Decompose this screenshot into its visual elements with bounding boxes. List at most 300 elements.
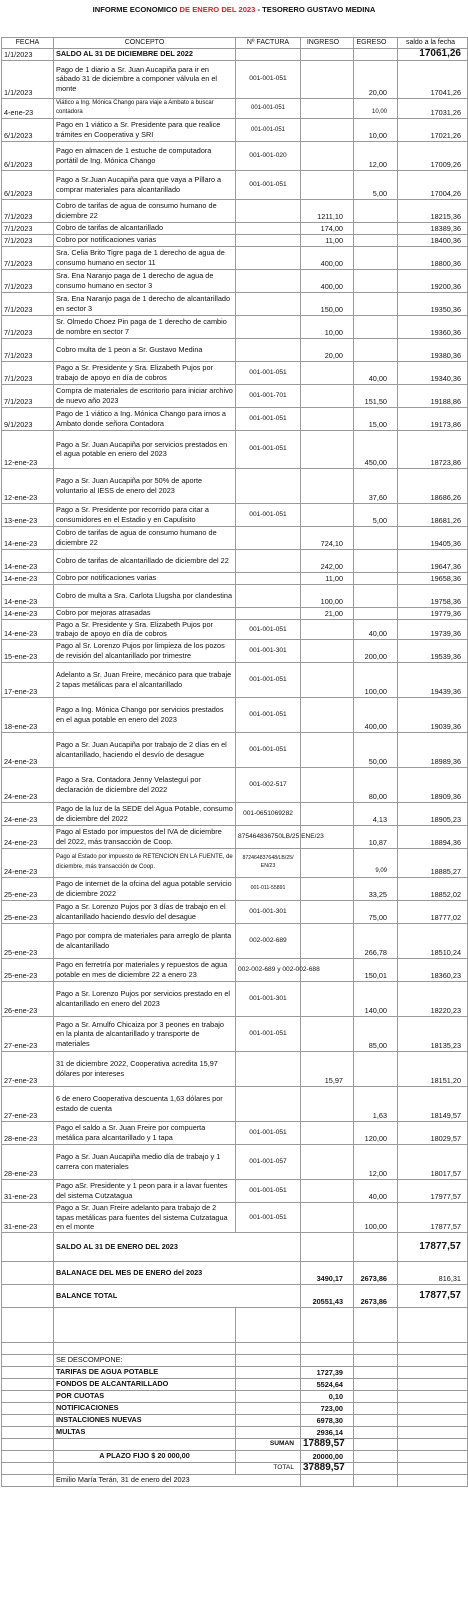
concepto-cell: Compra de materiales de escritorio para iniciar archivo de nuevo año 2023 — [54, 384, 236, 407]
concepto-cell: Pago en 1 viático a Sr. Presidente para que realice trámites en Cooperativa y SRI — [54, 118, 236, 141]
ingreso-cell: 242,00 — [301, 549, 354, 572]
total-ingreso: 20551,43 — [301, 1284, 354, 1307]
egreso-cell — [354, 338, 398, 361]
closing-value: 17877,57 — [398, 1232, 468, 1261]
egreso-cell: 400,00 — [354, 697, 398, 732]
grand-total-value: 37889,57 — [301, 1462, 354, 1474]
ledger-row — [2, 222, 468, 234]
saldo-cell: 18389,36 — [398, 222, 468, 234]
concepto-cell: Pago de 1 viático a Ing. Mónica Chango para irnos a Ambato donde señora Contadora — [54, 407, 236, 430]
fecha-cell: 7/1/2023 — [2, 199, 54, 222]
factura-cell — [236, 338, 301, 361]
ledger-row — [2, 848, 468, 877]
concepto-cell: Pago al Estado por impuesto de RETENCION EN LA FUENTE, de diciembre, más transacción de Coop. — [54, 848, 236, 877]
empty-cell — [398, 1438, 468, 1450]
fecha-cell: 25-ene-23 — [2, 877, 54, 900]
breakdown-value: 2936,14 — [301, 1426, 354, 1438]
ledger-table — [1, 37, 468, 1487]
fecha-cell: 1/1/2023 — [2, 48, 54, 60]
concepto-cell: Sra. Ena Naranjo paga de 1 derecho de alcantarillado en sector 3 — [54, 292, 236, 315]
ingreso-cell — [301, 1232, 354, 1261]
ingreso-cell — [301, 60, 354, 98]
ledger-row — [2, 526, 468, 549]
empty-cell — [236, 1307, 301, 1342]
breakdown-row — [2, 1390, 468, 1402]
saldo-cell: 18149,57 — [398, 1086, 468, 1121]
empty-cell — [54, 1342, 236, 1354]
saldo-cell: 19658,36 — [398, 572, 468, 584]
ledger-row — [2, 234, 468, 246]
factura-cell: 001-001-051 — [236, 732, 301, 767]
breakdown-title: SE DESCOMPONE: — [54, 1354, 236, 1366]
factura-cell — [236, 246, 301, 269]
concepto-cell: Cobro de tarifas de agua de consumo humano de diciembre 22 — [54, 199, 236, 222]
empty-cell — [398, 1474, 468, 1486]
concepto-cell: Pago a Sr. Juan Aucapiña por 50% de aporte voluntario al IESS de enero del 2023 — [54, 468, 236, 503]
column-header: CONCEPTO — [54, 38, 236, 49]
grand-total-row — [2, 1462, 468, 1474]
breakdown-title-row — [2, 1354, 468, 1366]
concepto-cell: Pago al Sr. Lorenzo Pujos por limpieza de los pozos de revisión del alcantarillado por trimestre — [54, 639, 236, 662]
ingreso-cell: 11,00 — [301, 572, 354, 584]
concepto-cell: Sr. Olmedo Choez Pin paga de 1 derecho de cambio de nombre en sector 7 — [54, 315, 236, 338]
egreso-cell: 10,00 — [354, 118, 398, 141]
ledger-row — [2, 430, 468, 468]
empty-cell — [236, 1426, 301, 1438]
concepto-cell: Pago a Sr. Juan Freire adelanto para trabajo de 2 tapas metálicas para fuentes del sistema Cutzatagua en el monte — [54, 1202, 236, 1232]
egreso-cell: 50,00 — [354, 732, 398, 767]
ingreso-cell — [301, 802, 354, 825]
empty-cell — [398, 1414, 468, 1426]
empty-cell — [398, 1307, 468, 1342]
ledger-row — [2, 118, 468, 141]
title-part-2: DE ENERO DEL 2023 — [179, 5, 256, 14]
empty-cell — [54, 1462, 236, 1474]
egreso-cell: 33,25 — [354, 877, 398, 900]
factura-cell — [236, 234, 301, 246]
concepto-cell: Cobro de tarifas de alcantarillado — [54, 222, 236, 234]
empty-cell — [2, 1426, 54, 1438]
ingreso-cell: 10,00 — [301, 315, 354, 338]
saldo-cell: 18017,57 — [398, 1144, 468, 1179]
saldo-cell: 17977,57 — [398, 1179, 468, 1202]
fecha-cell: 14-ene-23 — [2, 607, 54, 619]
egreso-cell: 5,00 — [354, 503, 398, 526]
ingreso-cell: 174,00 — [301, 222, 354, 234]
ingreso-cell — [301, 503, 354, 526]
ledger-row — [2, 315, 468, 338]
concepto-cell: Pago de 1 diario a Sr. Juan Aucapiña para ir en sábado 31 de diciembre a componer válvula en el monte — [54, 60, 236, 98]
empty-cell — [398, 1450, 468, 1462]
factura-cell: 001-001-301 — [236, 900, 301, 923]
ledger-row — [2, 1179, 468, 1202]
saldo-cell: 18681,26 — [398, 503, 468, 526]
breakdown-row — [2, 1366, 468, 1378]
egreso-cell: 75,00 — [354, 900, 398, 923]
fecha-cell: 4-ene-23 — [2, 98, 54, 118]
factura-cell: 001-001-051 — [236, 1179, 301, 1202]
egreso-cell: 4,13 — [354, 802, 398, 825]
ingreso-cell — [301, 407, 354, 430]
factura-cell: 001-001-057 — [236, 1144, 301, 1179]
concepto-cell: Pago a Sr.Juan Aucapiña para que vaya a Píllaro a comprar materiales para alcantarillado — [54, 170, 236, 199]
fixed-deposit-row — [2, 1450, 468, 1462]
empty-cell — [236, 1378, 301, 1390]
empty-cell — [398, 1366, 468, 1378]
column-header: Nº FACTURA — [236, 38, 301, 49]
ledger-row — [2, 981, 468, 1016]
concepto-cell: Pago en almacen de 1 estuche de computadora portátil de Ing. Mónica Chango — [54, 141, 236, 170]
empty-cell — [354, 1354, 398, 1366]
breakdown-value: 5524,64 — [301, 1378, 354, 1390]
fecha-cell: 1/1/2023 — [2, 60, 54, 98]
fecha-cell: 17-ene-23 — [2, 662, 54, 697]
empty-cell — [2, 1378, 54, 1390]
breakdown-row — [2, 1402, 468, 1414]
fecha-cell: 31-ene-23 — [2, 1179, 54, 1202]
saldo-cell: 17009,26 — [398, 141, 468, 170]
ingreso-cell — [301, 468, 354, 503]
concepto-cell: Pago a Sra. Contadora Jenny Velasteguí por declaración de diciembre del 2022 — [54, 767, 236, 802]
footer-row — [2, 1474, 468, 1486]
title-part-1: INFORME ECONOMICO — [92, 5, 180, 14]
fecha-cell: 28-ene-23 — [2, 1144, 54, 1179]
factura-cell — [236, 549, 301, 572]
egreso-cell: 40,00 — [354, 361, 398, 384]
saldo-cell: 18220,23 — [398, 981, 468, 1016]
empty-cell — [398, 1378, 468, 1390]
breakdown-label: TARIFAS DE AGUA POTABLE — [54, 1366, 236, 1378]
table-header-row — [2, 38, 468, 49]
factura-cell: 001-001-051 — [236, 1121, 301, 1144]
ledger-row — [2, 361, 468, 384]
ledger-row — [2, 407, 468, 430]
factura-cell: 001-0651069282 — [236, 802, 301, 825]
ledger-row — [2, 98, 468, 118]
empty-cell — [236, 1414, 301, 1426]
saldo-cell: 18777,02 — [398, 900, 468, 923]
column-header: EGRESO — [354, 38, 398, 49]
ledger-row — [2, 619, 468, 639]
empty-cell — [236, 1354, 301, 1366]
factura-cell: 875464836750LB/25 ENE/23 — [236, 825, 301, 848]
ledger-row — [2, 923, 468, 958]
concepto-cell: Pago a Sr. Lorenzo Pujos por 3 días de trabajo en el alcantarillado haciendo desvío del desague — [54, 900, 236, 923]
monthly-ingreso: 3490,17 — [301, 1261, 354, 1284]
ingreso-cell — [301, 619, 354, 639]
egreso-cell: 10,00 — [354, 98, 398, 118]
factura-cell: 001-001-051 — [236, 407, 301, 430]
egreso-cell — [354, 234, 398, 246]
egreso-cell — [354, 526, 398, 549]
breakdown-label: MULTAS — [54, 1426, 236, 1438]
saldo-cell: 18510,24 — [398, 923, 468, 958]
saldo-cell: 19340,36 — [398, 361, 468, 384]
saldo-cell: 19039,36 — [398, 697, 468, 732]
breakdown-row — [2, 1426, 468, 1438]
ingreso-cell — [301, 1179, 354, 1202]
empty-cell — [398, 1354, 468, 1366]
concepto-cell: Pago el saldo a Sr. Juan Freire por compuerta metálica para alcantarillado y 1 tapa — [54, 1121, 236, 1144]
saldo-cell: 19647,36 — [398, 549, 468, 572]
concepto-cell: Pago a Sr. Juan Aucapiña por servicios prestados en el agua potable en enero del 2023 — [54, 430, 236, 468]
egreso-cell: 140,00 — [354, 981, 398, 1016]
suman-value: 17889,57 — [301, 1438, 354, 1450]
concepto-cell: Pago de la luz de la SEDE del Agua Potable, consumo de diciembre del 2022 — [54, 802, 236, 825]
ledger-row — [2, 1016, 468, 1051]
empty-cell — [2, 1462, 54, 1474]
empty-cell — [301, 1307, 354, 1342]
empty-cell — [2, 1307, 54, 1342]
factura-cell: 001-001-051 — [236, 1202, 301, 1232]
egreso-cell — [354, 246, 398, 269]
fecha-cell — [2, 1232, 54, 1261]
suman-row — [2, 1438, 468, 1450]
breakdown-value: 1727,39 — [301, 1366, 354, 1378]
breakdown-row — [2, 1414, 468, 1426]
ingreso-cell — [301, 1202, 354, 1232]
ingreso-cell — [301, 877, 354, 900]
ingreso-cell: 400,00 — [301, 269, 354, 292]
ingreso-cell — [301, 767, 354, 802]
fecha-cell: 7/1/2023 — [2, 338, 54, 361]
fecha-cell: 13-ene-23 — [2, 503, 54, 526]
fecha-cell: 6/1/2023 — [2, 141, 54, 170]
ingreso-cell — [301, 848, 354, 877]
saldo-cell: 17031,26 — [398, 98, 468, 118]
empty-cell — [236, 1390, 301, 1402]
fecha-cell: 14-ene-23 — [2, 526, 54, 549]
factura-cell — [236, 199, 301, 222]
ingreso-cell: 15,97 — [301, 1051, 354, 1086]
saldo-cell: 18360,23 — [398, 958, 468, 981]
total-egreso: 2673,86 — [354, 1284, 398, 1307]
ledger-row — [2, 170, 468, 199]
empty-cell — [398, 1402, 468, 1414]
suman-label: SUMAN — [236, 1438, 301, 1450]
empty-cell — [301, 1474, 354, 1486]
factura-cell: 001-001-051 — [236, 118, 301, 141]
monthly-saldo: 816,31 — [398, 1261, 468, 1284]
saldo-cell: 18135,23 — [398, 1016, 468, 1051]
egreso-cell — [354, 1051, 398, 1086]
fecha-cell: 25-ene-23 — [2, 923, 54, 958]
saldo-cell: 19539,36 — [398, 639, 468, 662]
saldo-cell: 19188,86 — [398, 384, 468, 407]
ingreso-cell — [301, 981, 354, 1016]
breakdown-row — [2, 1378, 468, 1390]
breakdown-value: 6978,30 — [301, 1414, 354, 1426]
factura-cell — [236, 269, 301, 292]
ingreso-cell — [301, 430, 354, 468]
ingreso-cell: 20,00 — [301, 338, 354, 361]
ingreso-cell: 150,00 — [301, 292, 354, 315]
factura-cell: 001-001-701 — [236, 384, 301, 407]
breakdown-label: POR CUOTAS — [54, 1390, 236, 1402]
factura-cell: 001-001-051 — [236, 697, 301, 732]
saldo-cell: 18215,36 — [398, 199, 468, 222]
egreso-cell: 1,63 — [354, 1086, 398, 1121]
fecha-cell: 18-ene-23 — [2, 697, 54, 732]
saldo-cell: 19758,36 — [398, 584, 468, 607]
empty-cell — [2, 1438, 54, 1450]
egreso-cell: 5,00 — [354, 170, 398, 199]
saldo-cell: 18151,20 — [398, 1051, 468, 1086]
total-balance-label: BALANCE TOTAL — [54, 1284, 301, 1307]
concepto-cell: Cobro por notificaciones varias — [54, 572, 236, 584]
ledger-row — [2, 584, 468, 607]
concepto-cell: SALDO AL 31 DE DICIEMBRE DEL 2022 — [54, 48, 236, 60]
egreso-cell: 200,00 — [354, 639, 398, 662]
fecha-cell: 24-ene-23 — [2, 825, 54, 848]
ingreso-cell — [301, 662, 354, 697]
egreso-cell: 450,00 — [354, 430, 398, 468]
saldo-cell: 17877,57 — [398, 1202, 468, 1232]
ledger-row — [2, 199, 468, 222]
fecha-cell: 6/1/2023 — [2, 170, 54, 199]
ledger-row — [2, 662, 468, 697]
factura-cell — [236, 48, 301, 60]
empty-cell — [236, 1402, 301, 1414]
grand-total-label: TOTAL — [236, 1462, 301, 1474]
empty-cell — [2, 1402, 54, 1414]
ledger-row — [2, 639, 468, 662]
egreso-cell — [354, 607, 398, 619]
egreso-cell — [354, 315, 398, 338]
opening-balance-row — [2, 48, 468, 60]
empty-cell — [354, 1450, 398, 1462]
concepto-cell: Pago a Sr. Presidente y Sra. Elizabeth Pujos por trabajo de apoyo en día de cobros — [54, 619, 236, 639]
empty-cell — [354, 1462, 398, 1474]
ingreso-cell: 1211,10 — [301, 199, 354, 222]
ingreso-cell: 11,00 — [301, 234, 354, 246]
fecha-cell: 31-ene-23 — [2, 1202, 54, 1232]
concepto-cell: Cobro multa de 1 peon a Sr. Gustavo Medina — [54, 338, 236, 361]
ingreso-cell: 400,00 — [301, 246, 354, 269]
saldo-cell: 18686,26 — [398, 468, 468, 503]
ingreso-cell: 21,00 — [301, 607, 354, 619]
monthly-egreso: 2673,86 — [354, 1261, 398, 1284]
ledger-row — [2, 1144, 468, 1179]
saldo-cell: 17061,26 — [398, 48, 468, 60]
fecha-cell: 7/1/2023 — [2, 222, 54, 234]
empty-cell — [236, 1342, 301, 1354]
fecha-cell: 7/1/2023 — [2, 246, 54, 269]
factura-cell: 001-001-051 — [236, 1016, 301, 1051]
column-header: saldo a la fecha — [398, 38, 468, 49]
empty-cell — [2, 1450, 54, 1462]
concepto-cell: 31 de diciembre 2022, Cooperativa acredita 15,97 dólares por intereses — [54, 1051, 236, 1086]
saldo-cell: 18909,36 — [398, 767, 468, 802]
ingreso-cell — [301, 48, 354, 60]
factura-cell — [236, 572, 301, 584]
fixed-deposit-value: 20000,00 — [301, 1450, 354, 1462]
factura-cell: 001-001-051 — [236, 503, 301, 526]
egreso-cell — [354, 48, 398, 60]
ledger-row — [2, 1121, 468, 1144]
factura-cell — [236, 526, 301, 549]
ingreso-cell: 100,00 — [301, 584, 354, 607]
factura-cell: 002-002-689 — [236, 923, 301, 958]
fecha-cell: 7/1/2023 — [2, 315, 54, 338]
breakdown-value: 723,00 — [301, 1402, 354, 1414]
egreso-cell: 10,87 — [354, 825, 398, 848]
factura-cell: 001-001-020 — [236, 141, 301, 170]
saldo-cell: 19779,36 — [398, 607, 468, 619]
egreso-cell: 100,00 — [354, 662, 398, 697]
concepto-cell: Cobro por mejoras atrasadas — [54, 607, 236, 619]
egreso-cell: 150,01 — [354, 958, 398, 981]
egreso-cell: 15,00 — [354, 407, 398, 430]
fecha-cell: 24-ene-23 — [2, 767, 54, 802]
ledger-row — [2, 825, 468, 848]
factura-cell — [236, 1051, 301, 1086]
empty-cell — [354, 1378, 398, 1390]
empty-cell — [354, 1366, 398, 1378]
saldo-cell: 19380,36 — [398, 338, 468, 361]
saldo-cell: 17021,26 — [398, 118, 468, 141]
concepto-cell: Adelanto a Sr. Juan Freire, mecánico para que trabaje 2 tapas metálicas para el alcantarillado — [54, 662, 236, 697]
saldo-cell: 18029,57 — [398, 1121, 468, 1144]
breakdown-label: NOTIFICACIONES — [54, 1402, 236, 1414]
saldo-cell: 19360,36 — [398, 315, 468, 338]
closing-label: SALDO AL 31 DE ENERO DEL 2023 — [54, 1232, 301, 1261]
ledger-row — [2, 549, 468, 572]
egreso-cell: 12,00 — [354, 1144, 398, 1179]
factura-cell: 001-001-051 — [236, 170, 301, 199]
concepto-cell: Pago a Sr. Lorenzo Pujos por servicios prestado en el alcantarillado en enero del 2023 — [54, 981, 236, 1016]
ingreso-cell — [301, 98, 354, 118]
ledger-row — [2, 732, 468, 767]
empty-cell — [2, 1474, 54, 1486]
egreso-cell: 40,00 — [354, 619, 398, 639]
factura-cell: 001-001-051 — [236, 619, 301, 639]
fecha-cell — [2, 1261, 54, 1284]
factura-cell: 001-001-051 — [236, 361, 301, 384]
empty-cell — [2, 1390, 54, 1402]
concepto-cell: Pago en ferretría por materiales y repuestos de agua potable en mes de diciembre 22 a enero 23 — [54, 958, 236, 981]
ingreso-cell — [301, 141, 354, 170]
egreso-cell — [354, 292, 398, 315]
total-saldo: 17877,57 — [398, 1284, 468, 1307]
empty-cell — [354, 1414, 398, 1426]
signature-line: Emilio María Terán, 31 de enero del 2023 — [54, 1474, 301, 1486]
fecha-cell: 7/1/2023 — [2, 269, 54, 292]
factura-cell: 001-002-517 — [236, 767, 301, 802]
saldo-cell: 17041,26 — [398, 60, 468, 98]
concepto-cell: Cobro de tarifas de agua de consumo humano de diciembre 22 — [54, 526, 236, 549]
ingreso-cell: 724,10 — [301, 526, 354, 549]
fecha-cell: 28-ene-23 — [2, 1121, 54, 1144]
egreso-cell: 40,00 — [354, 1179, 398, 1202]
egreso-cell: 9,09 — [354, 848, 398, 877]
factura-cell: 001-011-55891 — [236, 877, 301, 900]
saldo-cell: 19200,36 — [398, 269, 468, 292]
egreso-cell: 12,00 — [354, 141, 398, 170]
ledger-row — [2, 503, 468, 526]
ingreso-cell — [301, 1144, 354, 1179]
fecha-cell: 7/1/2023 — [2, 384, 54, 407]
ingreso-cell — [301, 1121, 354, 1144]
ledger-row — [2, 1086, 468, 1121]
concepto-cell: Pago a Sr. Juan Aucapiña medio día de trabajo y 1 carrera con materiales — [54, 1144, 236, 1179]
factura-cell: 002-002-689 y 002-002-688 — [236, 958, 301, 981]
egreso-cell: 20,00 — [354, 60, 398, 98]
fecha-cell: 27-ene-23 — [2, 1016, 54, 1051]
saldo-cell: 19350,36 — [398, 292, 468, 315]
concepto-cell: Pago a Sr. Juan Aucapiña por trabajo de 2 días en el alcantarillado, haciendo el desvío de desague — [54, 732, 236, 767]
ledger-row — [2, 958, 468, 981]
